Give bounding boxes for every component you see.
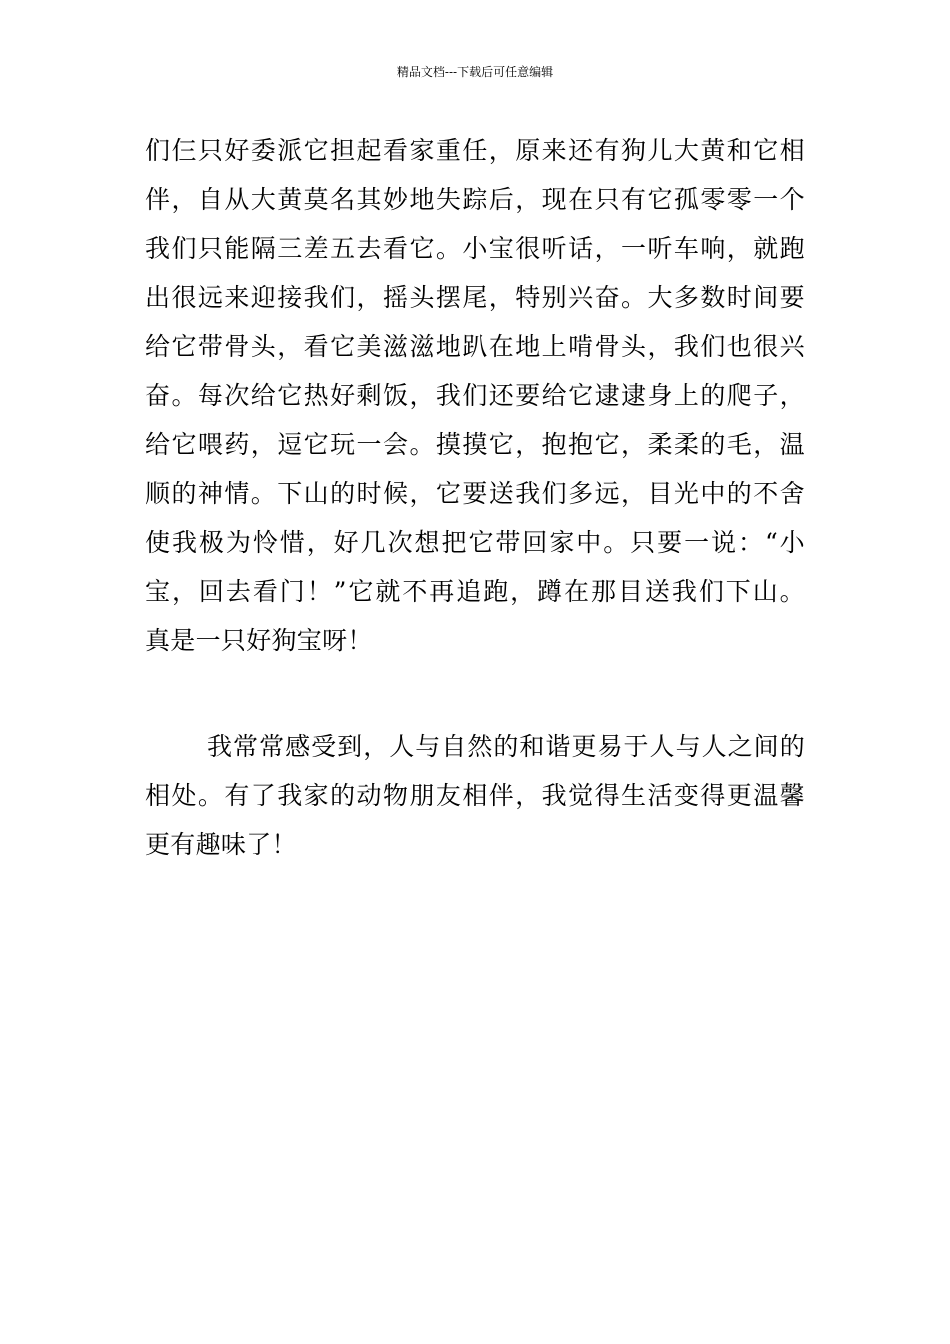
text-line: 相处。有了我家的动物朋友相伴，我觉得生活变得更温馨 [145, 781, 805, 810]
text-line: 出很远来迎接我们，摇头摆尾，特别兴奋。大多数时间要 [145, 283, 805, 312]
text-line: 我们只能隔三差五去看它。小宝很听话，一听车响，就跑 [145, 234, 805, 263]
text-line: 顺的神情。下山的时候，它要送我们多远，目光中的不舍 [145, 479, 805, 508]
text-line: 伴，自从大黄莫名其妙地失踪后，现在只有它孤零零一个 [145, 185, 805, 214]
text-line: 真是一只好狗宝呀！ [145, 626, 373, 655]
text-line: 使我极为怜惜，好几次想把它带回家中。只要一说：“小 [145, 528, 805, 557]
text-line: 宝，回去看门！”它就不再追跑，蹲在那目送我们下山。 [145, 577, 805, 606]
text-line: 给它带骨头，看它美滋滋地趴在地上啃骨头，我们也很兴 [145, 332, 805, 361]
page-header: 精品文档---下载后可任意编辑 [396, 65, 554, 79]
paragraph-2 [145, 722, 805, 869]
text-line: 奋。每次给它热好剩饭，我们还要给它逮逮身上的爬子， [145, 381, 805, 410]
text-line: 更有趣味了！ [145, 830, 297, 859]
text-line: 我常常感受到，人与自然的和谐更易于人与人之间的 [207, 732, 805, 761]
paragraph-1 [145, 126, 805, 665]
text-line: 给它喂药，逗它玩一会。摸摸它，抱抱它，柔柔的毛，温 [145, 430, 805, 459]
text-line: 们仨只好委派它担起看家重任，原来还有狗儿大黄和它相 [145, 136, 805, 165]
